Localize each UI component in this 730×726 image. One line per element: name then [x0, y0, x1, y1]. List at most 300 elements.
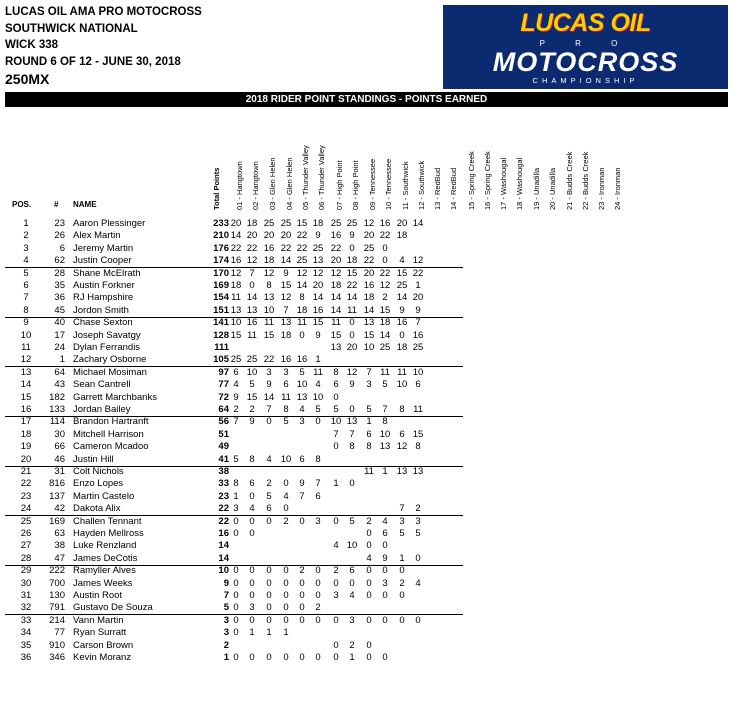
moto-points: 16	[363, 280, 375, 291]
moto-points: 25	[280, 218, 292, 229]
rider-number: 910	[49, 639, 65, 651]
rider-number: 43	[54, 379, 65, 391]
rider-row	[0, 243, 730, 255]
moto-points: 8	[415, 441, 421, 453]
rider-pos: 20	[20, 453, 32, 465]
moto-points: 2	[333, 565, 339, 577]
rider-row	[0, 590, 730, 602]
moto-points: 12	[379, 280, 391, 291]
header-name: NAME	[73, 200, 97, 209]
rider-number: 26	[54, 230, 65, 242]
rider-number: 6	[59, 242, 65, 254]
moto-points: 0	[233, 577, 239, 589]
moto-header: 01 - Hangtown	[235, 161, 244, 210]
moto-points: 22	[296, 230, 308, 242]
moto-points: 15	[412, 428, 424, 440]
rider-total: 41	[218, 453, 229, 465]
rider-number: 182	[49, 391, 65, 403]
rider-row	[0, 491, 730, 503]
rider-number: 28	[54, 267, 65, 279]
rider-row	[0, 255, 730, 267]
rider-name: Justin Hill	[73, 453, 114, 465]
rider-number: 133	[49, 404, 65, 415]
rider-total: 10	[218, 565, 229, 577]
rider-row	[0, 627, 730, 639]
moto-points: 5	[382, 379, 388, 391]
moto-points: 1	[283, 627, 289, 639]
moto-points: 18	[363, 292, 375, 304]
rider-number: 214	[49, 614, 65, 626]
moto-points: 6	[366, 428, 372, 440]
moto-points: 0	[233, 614, 239, 626]
header-total-points: Total Points	[212, 167, 221, 210]
moto-points: 18	[396, 230, 408, 242]
moto-points: 13	[346, 416, 358, 428]
moto-header: 04 - Glen Helen	[285, 157, 294, 210]
moto-points: 3	[382, 577, 388, 589]
rider-pos: 28	[20, 552, 32, 564]
moto-points: 25	[230, 354, 242, 366]
moto-points: 20	[412, 292, 424, 304]
rider-total: 141	[213, 317, 229, 329]
moto-points: 16	[230, 255, 242, 267]
moto-points: 20	[396, 218, 408, 229]
rider-total: 7	[223, 590, 229, 601]
moto-points: 0	[333, 614, 339, 626]
moto-points: 0	[366, 565, 372, 577]
moto-points: 8	[315, 453, 321, 465]
moto-points: 11	[313, 366, 323, 378]
rider-name: Chase Sexton	[73, 317, 133, 329]
moto-points: 3	[349, 614, 355, 626]
moto-points: 25	[263, 218, 275, 229]
rider-name: Vann Martin	[73, 614, 124, 626]
rider-total: 77	[218, 379, 229, 391]
round-info: ROUND 6 OF 12 - JUNE 30, 2018	[5, 55, 181, 68]
rider-pos: 1	[23, 218, 29, 229]
rider-name: Joseph Savatgy	[73, 329, 141, 341]
moto-points: 9	[315, 230, 321, 242]
moto-points: 0	[283, 652, 289, 663]
moto-points: 20	[263, 230, 275, 242]
moto-points: 13	[330, 342, 342, 353]
rider-total: 9	[223, 577, 229, 589]
moto-points: 13	[296, 391, 308, 403]
moto-points: 4	[249, 503, 255, 515]
moto-points: 0	[249, 515, 255, 527]
rider-pos: 7	[23, 292, 29, 304]
rider-total: 3	[223, 614, 229, 626]
moto-points: 4	[299, 404, 305, 415]
moto-points: 18	[330, 280, 342, 291]
rider-total: 176	[213, 242, 229, 254]
moto-points: 3	[333, 590, 339, 601]
logo-lucas-oil: LUCAS OIL	[520, 9, 651, 37]
moto-points: 0	[349, 317, 355, 329]
moto-points: 0	[233, 515, 239, 527]
moto-points: 22	[230, 242, 242, 254]
moto-points: 0	[333, 639, 339, 651]
moto-points: 8	[249, 453, 255, 465]
moto-points: 6	[349, 565, 355, 577]
rider-row	[0, 404, 730, 416]
rider-name: Enzo Lopes	[73, 478, 124, 490]
rider-pos: 10	[20, 329, 32, 341]
moto-points: 0	[382, 242, 388, 254]
moto-points: 0	[266, 577, 272, 589]
moto-points: 5	[399, 528, 405, 539]
rider-row	[0, 330, 730, 342]
rider-pos: 11	[21, 342, 31, 353]
moto-points: 5	[266, 490, 272, 502]
rider-pos: 26	[20, 528, 32, 539]
moto-points: 12	[396, 441, 408, 453]
moto-points: 6	[333, 379, 339, 391]
rider-name: Ramyller Alves	[73, 565, 136, 577]
moto-points: 0	[349, 478, 355, 490]
rider-pos: 14	[20, 379, 32, 391]
moto-points: 0	[382, 614, 388, 626]
rider-row	[0, 528, 730, 540]
moto-points: 18	[312, 218, 324, 229]
rider-number: 31	[54, 466, 65, 477]
moto-points: 20	[363, 230, 375, 242]
moto-points: 20	[312, 280, 324, 291]
moto-points: 2	[299, 565, 305, 577]
moto-points: 16	[412, 329, 424, 341]
moto-points: 9	[283, 267, 289, 279]
moto-points: 0	[382, 590, 388, 601]
moto-points: 2	[283, 515, 289, 527]
moto-points: 0	[283, 577, 289, 589]
moto-points: 0	[333, 652, 339, 663]
rider-name: Shane McElrath	[73, 267, 141, 279]
moto-points: 22	[363, 255, 375, 267]
rider-total: 14	[218, 540, 229, 552]
moto-points: 3	[299, 416, 305, 428]
moto-points: 1	[266, 627, 272, 639]
moto-points: 10	[330, 416, 342, 428]
moto-points: 7	[233, 416, 239, 428]
moto-points: 6	[299, 453, 305, 465]
rider-row	[0, 354, 730, 366]
moto-points: 0	[399, 590, 405, 601]
rider-total: 154	[213, 292, 229, 304]
moto-points: 0	[349, 404, 355, 415]
moto-points: 3	[283, 366, 289, 378]
rider-pos: 23	[20, 490, 32, 502]
moto-points: 0	[299, 602, 305, 614]
moto-points: 0	[283, 602, 289, 614]
moto-header: 07 - High Point	[335, 160, 344, 210]
rider-row	[0, 516, 730, 528]
moto-points: 10	[379, 428, 391, 440]
moto-points: 0	[283, 478, 289, 490]
rider-number: 114	[49, 416, 65, 428]
moto-points: 18	[296, 304, 308, 316]
rider-pos: 9	[23, 317, 29, 329]
rider-number: 130	[49, 590, 65, 601]
moto-points: 25	[379, 342, 391, 353]
moto-points: 5	[349, 515, 355, 527]
moto-points: 25	[246, 354, 258, 366]
moto-points: 25	[312, 242, 324, 254]
rider-number: 35	[54, 280, 65, 291]
rider-row	[0, 640, 730, 652]
moto-points: 22	[379, 230, 391, 242]
rider-row	[0, 305, 730, 317]
moto-points: 8	[299, 292, 305, 304]
moto-points: 9	[382, 552, 388, 564]
rider-pos: 5	[23, 267, 29, 279]
moto-points: 3	[366, 379, 372, 391]
rider-number: 64	[54, 366, 65, 378]
rider-name: Dylan Ferrandis	[73, 342, 141, 353]
moto-points: 0	[366, 652, 372, 663]
rider-number: 222	[49, 565, 65, 577]
moto-points: 11	[247, 329, 257, 341]
moto-points: 8	[382, 416, 388, 428]
moto-points: 4	[333, 540, 339, 552]
moto-points: 7	[333, 428, 339, 440]
rider-name: Dakota Alix	[73, 503, 121, 515]
rider-total: 22	[218, 503, 229, 515]
moto-points: 15	[312, 317, 324, 329]
series-name: LUCAS OIL AMA PRO MOTOCROSS	[5, 6, 202, 18]
moto-points: 0	[249, 614, 255, 626]
rider-number: 346	[49, 652, 65, 663]
rider-pos: 35	[20, 639, 32, 651]
moto-points: 0	[315, 416, 321, 428]
rider-number: 24	[54, 342, 65, 353]
event-header	[5, 4, 202, 88]
rider-name: Cameron Mcadoo	[73, 441, 149, 453]
rider-row	[0, 565, 730, 577]
moto-points: 12	[296, 267, 308, 279]
moto-points: 0	[382, 540, 388, 552]
moto-points: 1	[249, 627, 255, 639]
moto-points: 16	[396, 317, 408, 329]
moto-points: 11	[264, 317, 274, 329]
moto-points: 5	[415, 528, 421, 539]
moto-header: 22 - Budds Creek	[581, 151, 590, 210]
moto-points: 16	[280, 354, 292, 366]
moto-points: 0	[315, 590, 321, 601]
moto-points: 0	[266, 515, 272, 527]
moto-points: 0	[382, 255, 388, 267]
rider-total: 128	[213, 329, 229, 341]
moto-points: 15	[346, 267, 358, 279]
moto-points: 1	[366, 416, 372, 428]
rider-row	[0, 429, 730, 441]
rider-row	[0, 268, 730, 280]
moto-points: 2	[366, 515, 372, 527]
lucas-oil-motocross-logo	[443, 5, 728, 89]
moto-points: 0	[382, 565, 388, 577]
moto-points: 13	[396, 466, 408, 477]
rider-total: 151	[213, 304, 229, 316]
rider-number: 700	[49, 577, 65, 589]
moto-header: 18 - Washougal	[515, 157, 524, 210]
moto-points: 16	[312, 304, 324, 316]
moto-header: 23 - Ironman	[597, 167, 606, 210]
moto-points: 0	[399, 614, 405, 626]
moto-points: 10	[263, 304, 275, 316]
rider-total: 38	[218, 466, 229, 477]
rider-number: 66	[54, 441, 65, 453]
moto-points: 12	[363, 218, 375, 229]
moto-points: 14	[280, 255, 292, 267]
rider-pos: 19	[20, 441, 32, 453]
moto-points: 13	[412, 466, 424, 477]
moto-points: 7	[415, 317, 421, 329]
moto-points: 7	[399, 503, 405, 515]
rider-pos: 21	[20, 466, 32, 477]
moto-points: 14	[330, 304, 342, 316]
rider-pos: 32	[20, 602, 32, 614]
moto-header: 19 - Unadilla	[532, 167, 541, 210]
moto-points: 4	[283, 490, 289, 502]
rider-name: Ryan Surratt	[73, 627, 127, 639]
moto-points: 15	[296, 218, 308, 229]
moto-points: 12	[330, 267, 342, 279]
rider-total: 169	[213, 280, 229, 291]
rider-name: Jordan Bailey	[73, 404, 131, 415]
moto-points: 0	[266, 602, 272, 614]
rider-name: Aaron Plessinger	[73, 218, 146, 229]
rider-total: 174	[213, 255, 229, 267]
rider-name: Mitchell Harrison	[73, 428, 144, 440]
moto-points: 0	[283, 614, 289, 626]
rider-row	[0, 392, 730, 404]
moto-points: 0	[399, 329, 405, 341]
moto-points: 0	[415, 552, 421, 564]
moto-points: 1	[415, 280, 421, 291]
moto-points: 20	[330, 255, 342, 267]
rider-name: James DeCotis	[73, 552, 138, 564]
rider-name: Brandon Hartranft	[73, 416, 149, 428]
moto-points: 25	[363, 242, 375, 254]
moto-header: 05 - Thunder Valley	[301, 145, 310, 210]
rider-name: RJ Hampshire	[73, 292, 134, 304]
moto-points: 0	[415, 614, 421, 626]
moto-points: 0	[333, 515, 339, 527]
rider-name: Austin Root	[73, 590, 123, 601]
rider-row	[0, 342, 730, 354]
moto-points: 8	[283, 404, 289, 415]
moto-points: 5	[233, 453, 239, 465]
moto-points: 5	[333, 404, 339, 415]
rider-row	[0, 416, 730, 428]
moto-points: 6	[415, 379, 421, 391]
moto-header: 20 - Unadilla	[548, 167, 557, 210]
rider-number: 23	[54, 218, 65, 229]
moto-points: 0	[266, 416, 272, 428]
rider-pos: 36	[20, 652, 32, 663]
moto-points: 15	[263, 329, 275, 341]
moto-points: 20	[363, 267, 375, 279]
rider-number: 63	[54, 528, 65, 539]
rider-row	[0, 379, 730, 391]
moto-points: 22	[280, 242, 292, 254]
rider-pos: 6	[23, 280, 29, 291]
rider-total: 233	[213, 218, 229, 229]
moto-points: 7	[382, 404, 388, 415]
moto-points: 12	[246, 255, 258, 267]
moto-points: 3	[249, 602, 255, 614]
moto-points: 0	[233, 652, 239, 663]
rider-total: 97	[218, 366, 229, 378]
moto-points: 8	[366, 441, 372, 453]
moto-points: 10	[296, 379, 308, 391]
moto-points: 4	[266, 453, 272, 465]
moto-points: 9	[349, 230, 355, 242]
rider-name: Justin Cooper	[73, 255, 132, 267]
moto-points: 2	[266, 478, 272, 490]
moto-points: 9	[415, 304, 421, 316]
moto-points: 7	[249, 267, 255, 279]
moto-points: 4	[415, 577, 421, 589]
moto-points: 0	[233, 528, 239, 539]
moto-points: 0	[366, 528, 372, 539]
moto-points: 25	[296, 255, 308, 267]
rider-name: Garrett Marchbanks	[73, 391, 157, 403]
rider-number: 46	[54, 453, 65, 465]
rider-number: 169	[49, 515, 65, 527]
rider-name: Sean Cantrell	[73, 379, 131, 391]
moto-points: 0	[249, 652, 255, 663]
moto-points: 14	[312, 292, 324, 304]
rider-total: 3	[223, 627, 229, 639]
moto-points: 13	[230, 304, 242, 316]
moto-points: 0	[283, 565, 289, 577]
moto-points: 13	[363, 317, 375, 329]
moto-points: 0	[349, 242, 355, 254]
moto-points: 0	[399, 565, 405, 577]
moto-points: 0	[349, 577, 355, 589]
rider-row	[0, 615, 730, 627]
rider-number: 791	[49, 602, 65, 614]
moto-points: 16	[330, 230, 342, 242]
moto-points: 7	[349, 428, 355, 440]
moto-points: 10	[280, 453, 292, 465]
rider-total: 22	[218, 515, 229, 527]
rider-total: 72	[218, 391, 229, 403]
moto-points: 3	[233, 503, 239, 515]
moto-points: 0	[233, 565, 239, 577]
rider-row	[0, 280, 730, 292]
moto-points: 4	[399, 255, 405, 267]
moto-points: 1	[382, 466, 388, 477]
moto-points: 7	[283, 304, 289, 316]
moto-header: 21 - Budds Creek	[565, 151, 574, 210]
moto-points: 0	[266, 565, 272, 577]
moto-points: 1	[349, 652, 355, 663]
moto-points: 0	[333, 577, 339, 589]
moto-points: 4	[315, 379, 321, 391]
moto-points: 12	[280, 292, 292, 304]
rider-number: 30	[54, 428, 65, 440]
moto-points: 9	[233, 391, 239, 403]
rider-total: 14	[218, 552, 229, 564]
rider-name: Jeremy Martin	[73, 242, 134, 254]
moto-points: 0	[233, 602, 239, 614]
moto-points: 11	[380, 366, 390, 378]
moto-points: 0	[299, 577, 305, 589]
rider-pos: 25	[20, 515, 32, 527]
rider-total: 1	[223, 652, 229, 663]
moto-points: 10	[412, 366, 424, 378]
